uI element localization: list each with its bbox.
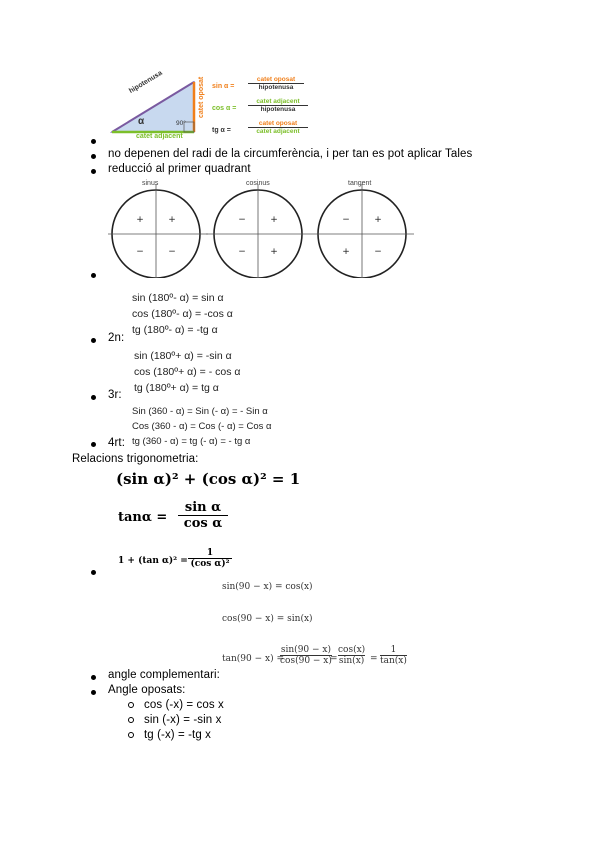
cos-fraction (248, 98, 308, 113)
catet-adjacent-label: catet adjacent (136, 133, 183, 140)
tan-secant-fraction (188, 548, 232, 569)
complement-frac3-num: 1 (390, 645, 397, 655)
cos-denominator: hipotenusa (248, 105, 308, 113)
quadrant-sign: − (374, 247, 382, 257)
bullet-dot (91, 154, 96, 159)
quadrant-sign: + (270, 247, 278, 257)
bullet-dot (91, 690, 96, 695)
tan-secant-numerator: 1 (206, 548, 214, 558)
complement-cos: cos(90 − x) = sin(x) (222, 614, 313, 624)
sub-bullet-circle (128, 702, 134, 708)
complement-frac3-den: tan(x) (380, 656, 407, 666)
second-quadrant-label: 2n: (108, 332, 125, 344)
angle-oposats-text: Angle oposats: (108, 684, 186, 696)
oposat-sin: sin (-x) = -sin x (144, 714, 222, 726)
tales-text: no depenen del radi de la circumferència, i per tan es pot aplicar Tales (108, 148, 473, 160)
quadrant-sign: − (238, 247, 246, 257)
oposat-cos: cos (-x) = cos x (144, 699, 224, 711)
complement-tan-left: tan(90 − x) = (222, 654, 284, 664)
complement-tan-frac3 (380, 645, 407, 666)
complement-sin: sin(90 − x) = cos(x) (222, 582, 313, 592)
bullet-dot (91, 273, 96, 278)
third-quadrant-label: 3r: (108, 389, 122, 401)
tan-secant-denominator: (cos α)² (188, 558, 232, 569)
tan-secant-left: 1 + (tan α)² = (118, 556, 188, 566)
complement-frac1-den: cos(90 − x) (280, 656, 332, 666)
third-quadrant-formulas (134, 348, 240, 396)
tan-identity-fraction (178, 500, 228, 531)
quadrant-sign: − (238, 215, 246, 225)
quadrant-circles-svg (108, 178, 420, 278)
sin-def-label: sin α = (212, 83, 235, 90)
complement-frac2-den: sin(x) (338, 656, 365, 666)
oposat-tg: tg (-x) = -tg x (144, 729, 211, 741)
complement-tan-frac1 (280, 645, 332, 666)
quadrant-sign: + (136, 215, 144, 225)
complement-tan-frac2 (338, 645, 365, 666)
tan-numerator: sin α (184, 500, 222, 515)
formula-line: cos (180º- α) = -cos α (132, 308, 233, 320)
formula-line: sin (180º- α) = sin α (132, 292, 224, 304)
fourth-quadrant-formulas (132, 404, 271, 449)
equals-sign: = (330, 654, 338, 664)
equals-sign: = (370, 654, 378, 664)
quadrant-sign: − (136, 247, 144, 257)
quadrant-sign: − (342, 215, 350, 225)
bullet-dot (91, 139, 96, 144)
formula-line: sin (180º+ α) = -sin α (134, 350, 232, 362)
quadrant-sign: + (270, 215, 278, 225)
circle-title-tangent: tangent (348, 180, 372, 187)
cos-def-label: cos α = (212, 105, 237, 112)
ninety-label: 90° (176, 120, 186, 127)
quadrant-sign: − (168, 247, 176, 257)
complement-frac2-num: cos(x) (338, 645, 366, 655)
complement-frac1-num: sin(90 − x) (280, 645, 331, 655)
catet-oposat-label: catet oposat (198, 76, 205, 118)
sin-numerator: catet oposat (256, 76, 296, 83)
alpha-label: α (138, 116, 145, 127)
bullet-dot (91, 570, 96, 575)
bullet-dot (91, 338, 96, 343)
first-quadrant-formulas (132, 290, 233, 338)
relacions-heading: Relacions trigonometria: (72, 453, 199, 465)
sub-bullet-circle (128, 732, 134, 738)
bullet-dot (91, 169, 96, 174)
fourth-quadrant-label: 4rt: (108, 437, 126, 449)
tg-numerator: catet oposat (258, 120, 298, 127)
sin-denominator: hipotenusa (248, 83, 304, 91)
reduccio-text: reducció al primer quadrant (108, 163, 251, 175)
tan-denominator: cos α (178, 515, 228, 531)
quadrant-sign: + (342, 247, 350, 257)
tg-fraction (248, 120, 308, 135)
sin-fraction (248, 76, 304, 91)
cos-numerator: catet adjacent (256, 98, 300, 105)
hipotenusa-label: hipotenusa (128, 69, 164, 96)
formula-line: Sin (360 - α) = Sin (- α) = - Sin α (132, 406, 268, 417)
tg-denominator: catet adjacent (248, 127, 308, 135)
circle-title-sinus: sinus (142, 180, 159, 187)
tan-identity-left: tanα = (118, 510, 168, 525)
bullet-dot (91, 675, 96, 680)
quadrant-sign: + (374, 215, 382, 225)
angle-complementari-text: angle complementari: (108, 669, 220, 681)
triangle-figure (108, 69, 308, 142)
circle-title-cosinus: cosinus (246, 180, 270, 187)
tg-def-label: tg α = (212, 127, 231, 134)
formula-line: tg (180º- α) = -tg α (132, 324, 218, 336)
formula-line: cos (180º+ α) = - cos α (134, 366, 241, 378)
bullet-dot (91, 442, 96, 447)
pythagorean-identity: (sin α)² + (cos α)² = 1 (116, 470, 301, 488)
quadrant-sign: + (168, 215, 176, 225)
formula-line: tg (180º+ α) = tg α (134, 382, 219, 394)
formula-line: tg (360 - α) = tg (- α) = - tg α (132, 436, 251, 447)
sub-bullet-circle (128, 717, 134, 723)
quadrant-circles-figure (108, 178, 420, 278)
bullet-dot (91, 395, 96, 400)
formula-line: Cos (360 - α) = Cos (- α) = Cos α (132, 421, 272, 432)
